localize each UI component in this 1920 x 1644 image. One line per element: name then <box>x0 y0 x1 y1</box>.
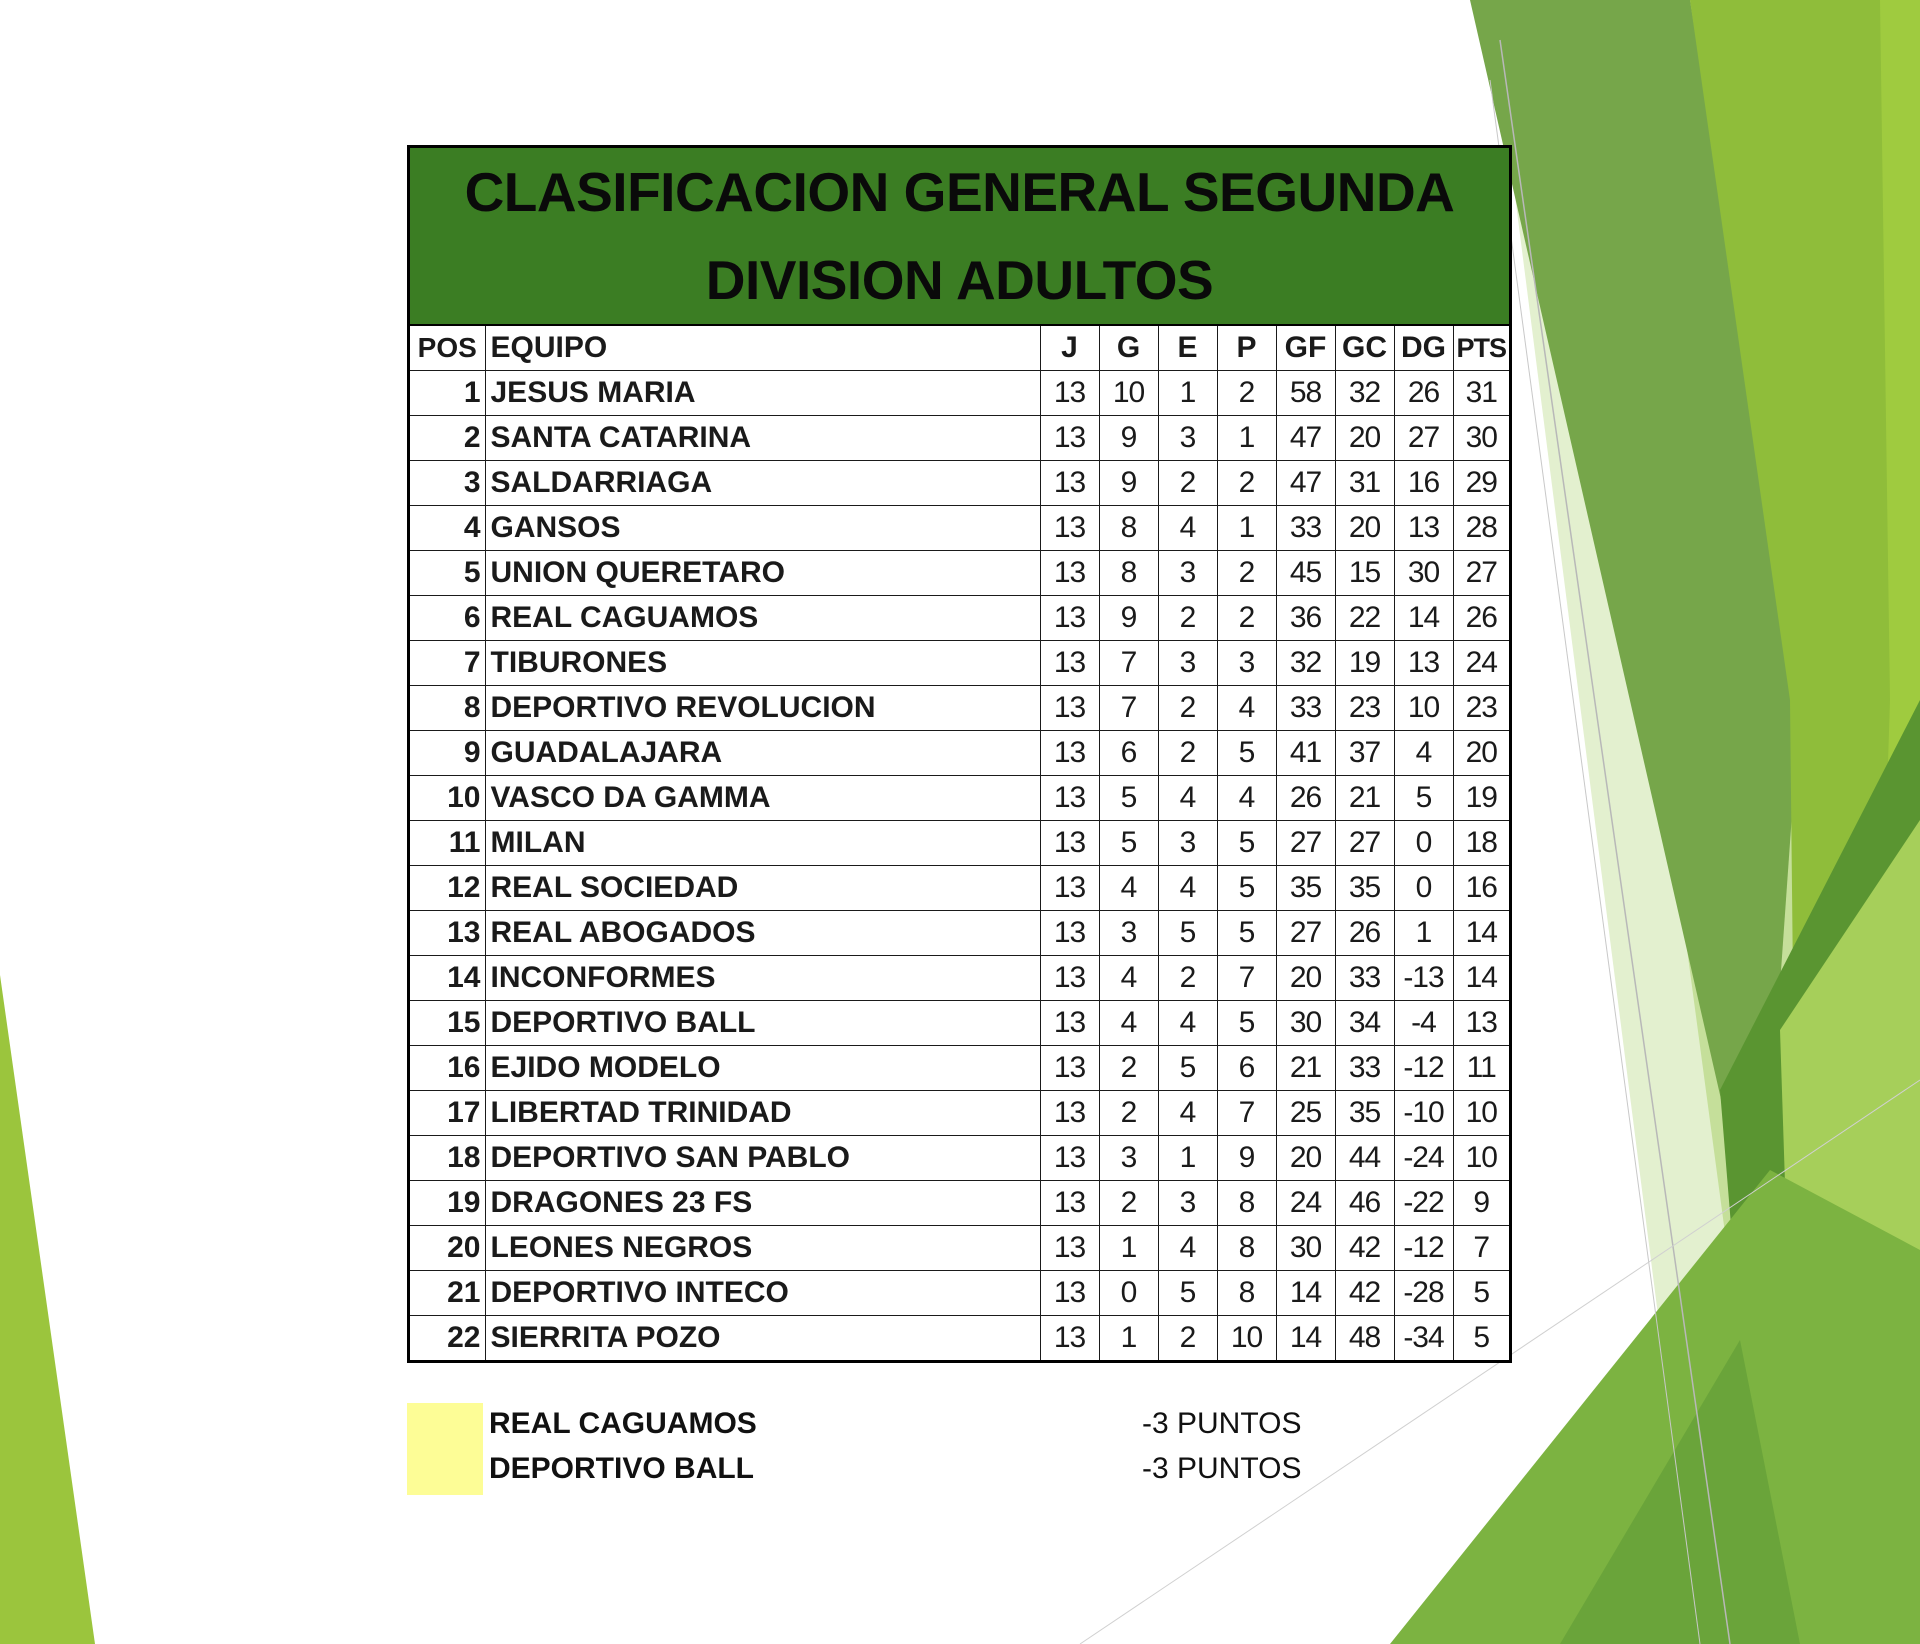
played-cell: 13 <box>1040 1271 1099 1316</box>
lost-cell: 5 <box>1217 731 1276 776</box>
won-cell: 2 <box>1099 1091 1158 1136</box>
lost-cell: 4 <box>1217 686 1276 731</box>
won-cell: 8 <box>1099 506 1158 551</box>
won-cell: 3 <box>1099 1136 1158 1181</box>
goals-against-cell: 20 <box>1335 506 1394 551</box>
drawn-cell: 2 <box>1158 956 1217 1001</box>
pos-cell: 10 <box>410 776 485 821</box>
column-header-team: EQUIPO <box>485 326 1040 371</box>
won-cell: 2 <box>1099 1181 1158 1226</box>
pos-cell: 17 <box>410 1091 485 1136</box>
pos-cell: 21 <box>410 1271 485 1316</box>
won-cell: 6 <box>1099 731 1158 776</box>
goals-against-cell: 44 <box>1335 1136 1394 1181</box>
goals-for-cell: 58 <box>1276 371 1335 416</box>
table-row <box>410 911 1509 956</box>
table-row <box>410 1181 1509 1226</box>
lost-cell: 9 <box>1217 1136 1276 1181</box>
won-cell: 4 <box>1099 1001 1158 1046</box>
table-row <box>410 551 1509 596</box>
goals-against-cell: 27 <box>1335 821 1394 866</box>
pos-cell: 13 <box>410 911 485 956</box>
played-cell: 13 <box>1040 821 1099 866</box>
table-row <box>410 866 1509 911</box>
goals-for-cell: 45 <box>1276 551 1335 596</box>
pos-cell: 4 <box>410 506 485 551</box>
goals-for-cell: 41 <box>1276 731 1335 776</box>
goals-for-cell: 36 <box>1276 596 1335 641</box>
goals-for-cell: 20 <box>1276 1136 1335 1181</box>
drawn-cell: 4 <box>1158 1001 1217 1046</box>
goal-difference-cell: -12 <box>1394 1226 1453 1271</box>
played-cell: 13 <box>1040 1136 1099 1181</box>
goals-against-cell: 42 <box>1335 1226 1394 1271</box>
points-cell: 16 <box>1453 866 1509 911</box>
goals-for-cell: 32 <box>1276 641 1335 686</box>
column-header-pos: POS <box>410 326 485 371</box>
points-cell: 11 <box>1453 1046 1509 1091</box>
won-cell: 4 <box>1099 956 1158 1001</box>
table-row <box>410 371 1509 416</box>
table-row <box>410 641 1509 686</box>
team-cell: GANSOS <box>485 506 1040 551</box>
lost-cell: 3 <box>1217 641 1276 686</box>
goals-against-cell: 35 <box>1335 1091 1394 1136</box>
lost-cell: 1 <box>1217 506 1276 551</box>
points-cell: 24 <box>1453 641 1509 686</box>
goals-against-cell: 46 <box>1335 1181 1394 1226</box>
goals-for-cell: 14 <box>1276 1316 1335 1361</box>
goal-difference-cell: 1 <box>1394 911 1453 956</box>
lost-cell: 5 <box>1217 866 1276 911</box>
drawn-cell: 2 <box>1158 731 1217 776</box>
goals-for-cell: 25 <box>1276 1091 1335 1136</box>
lost-cell: 7 <box>1217 956 1276 1001</box>
drawn-cell: 2 <box>1158 461 1217 506</box>
title-band <box>410 148 1509 326</box>
won-cell: 5 <box>1099 776 1158 821</box>
column-header-won: G <box>1099 326 1158 371</box>
pos-cell: 9 <box>410 731 485 776</box>
points-cell: 31 <box>1453 371 1509 416</box>
played-cell: 13 <box>1040 1226 1099 1271</box>
team-cell: EJIDO MODELO <box>485 1046 1040 1091</box>
won-cell: 7 <box>1099 641 1158 686</box>
won-cell: 0 <box>1099 1271 1158 1316</box>
table-row <box>410 821 1509 866</box>
team-cell: JESUS MARIA <box>485 371 1040 416</box>
goals-against-cell: 21 <box>1335 776 1394 821</box>
lost-cell: 4 <box>1217 776 1276 821</box>
played-cell: 13 <box>1040 461 1099 506</box>
points-cell: 26 <box>1453 596 1509 641</box>
lost-cell: 8 <box>1217 1271 1276 1316</box>
won-cell: 10 <box>1099 371 1158 416</box>
goal-difference-cell: 26 <box>1394 371 1453 416</box>
points-cell: 14 <box>1453 911 1509 956</box>
pos-cell: 22 <box>410 1316 485 1361</box>
lost-cell: 5 <box>1217 1001 1276 1046</box>
points-cell: 27 <box>1453 551 1509 596</box>
pos-cell: 2 <box>410 416 485 461</box>
goal-difference-cell: -28 <box>1394 1271 1453 1316</box>
team-cell: MILAN <box>485 821 1040 866</box>
goals-against-cell: 48 <box>1335 1316 1394 1361</box>
team-cell: DRAGONES 23 FS <box>485 1181 1040 1226</box>
drawn-cell: 5 <box>1158 911 1217 956</box>
pos-cell: 8 <box>410 686 485 731</box>
goals-against-cell: 20 <box>1335 416 1394 461</box>
played-cell: 13 <box>1040 686 1099 731</box>
pos-cell: 11 <box>410 821 485 866</box>
drawn-cell: 4 <box>1158 1091 1217 1136</box>
table-row <box>410 776 1509 821</box>
lost-cell: 10 <box>1217 1316 1276 1361</box>
column-header-lost: P <box>1217 326 1276 371</box>
table-row <box>410 1001 1509 1046</box>
team-cell: DEPORTIVO SAN PABLO <box>485 1136 1040 1181</box>
goals-against-cell: 33 <box>1335 956 1394 1001</box>
won-cell: 3 <box>1099 911 1158 956</box>
goal-difference-cell: 30 <box>1394 551 1453 596</box>
table-row <box>410 1316 1509 1361</box>
goals-for-cell: 26 <box>1276 776 1335 821</box>
table-row <box>410 1136 1509 1181</box>
goals-for-cell: 35 <box>1276 866 1335 911</box>
won-cell: 5 <box>1099 821 1158 866</box>
team-cell: REAL CAGUAMOS <box>485 596 1040 641</box>
table-row <box>410 1271 1509 1316</box>
lost-cell: 2 <box>1217 461 1276 506</box>
pos-cell: 19 <box>410 1181 485 1226</box>
pos-cell: 6 <box>410 596 485 641</box>
goals-for-cell: 33 <box>1276 506 1335 551</box>
goal-difference-cell: 16 <box>1394 461 1453 506</box>
lost-cell: 5 <box>1217 911 1276 956</box>
drawn-cell: 1 <box>1158 371 1217 416</box>
goals-against-cell: 33 <box>1335 1046 1394 1091</box>
goal-difference-cell: 5 <box>1394 776 1453 821</box>
pos-cell: 18 <box>410 1136 485 1181</box>
points-cell: 28 <box>1453 506 1509 551</box>
won-cell: 9 <box>1099 416 1158 461</box>
goals-against-cell: 23 <box>1335 686 1394 731</box>
won-cell: 7 <box>1099 686 1158 731</box>
drawn-cell: 1 <box>1158 1136 1217 1181</box>
team-cell: DEPORTIVO REVOLUCION <box>485 686 1040 731</box>
played-cell: 13 <box>1040 596 1099 641</box>
goal-difference-cell: 27 <box>1394 416 1453 461</box>
table-row <box>410 416 1509 461</box>
table-row <box>410 731 1509 776</box>
points-cell: 29 <box>1453 461 1509 506</box>
goals-against-cell: 31 <box>1335 461 1394 506</box>
table-row <box>410 596 1509 641</box>
team-cell: VASCO DA GAMMA <box>485 776 1040 821</box>
pos-cell: 12 <box>410 866 485 911</box>
played-cell: 13 <box>1040 731 1099 776</box>
played-cell: 13 <box>1040 1001 1099 1046</box>
lost-cell: 2 <box>1217 551 1276 596</box>
penalty-note-points: -3 PUNTOS <box>1142 1452 1302 1485</box>
goal-difference-cell: -12 <box>1394 1046 1453 1091</box>
lost-cell: 2 <box>1217 371 1276 416</box>
penalty-note-team: DEPORTIVO BALL <box>489 1452 755 1485</box>
drawn-cell: 2 <box>1158 596 1217 641</box>
drawn-cell: 4 <box>1158 1226 1217 1271</box>
drawn-cell: 5 <box>1158 1271 1217 1316</box>
lost-cell: 6 <box>1217 1046 1276 1091</box>
goals-for-cell: 27 <box>1276 911 1335 956</box>
goal-difference-cell: 13 <box>1394 641 1453 686</box>
won-cell: 9 <box>1099 596 1158 641</box>
goal-difference-cell: 0 <box>1394 866 1453 911</box>
played-cell: 13 <box>1040 416 1099 461</box>
won-cell: 4 <box>1099 866 1158 911</box>
won-cell: 1 <box>1099 1226 1158 1271</box>
pos-cell: 3 <box>410 461 485 506</box>
played-cell: 13 <box>1040 1046 1099 1091</box>
pos-cell: 14 <box>410 956 485 1001</box>
column-header-goals-against: GC <box>1335 326 1394 371</box>
goal-difference-cell: 13 <box>1394 506 1453 551</box>
played-cell: 13 <box>1040 956 1099 1001</box>
goal-difference-cell: -4 <box>1394 1001 1453 1046</box>
lost-cell: 1 <box>1217 416 1276 461</box>
column-header-goals-for: GF <box>1276 326 1335 371</box>
points-cell: 7 <box>1453 1226 1509 1271</box>
lost-cell: 8 <box>1217 1181 1276 1226</box>
drawn-cell: 3 <box>1158 416 1217 461</box>
points-cell: 18 <box>1453 821 1509 866</box>
won-cell: 8 <box>1099 551 1158 596</box>
points-cell: 19 <box>1453 776 1509 821</box>
played-cell: 13 <box>1040 506 1099 551</box>
table-title-line-2: DIVISION ADULTOS <box>705 249 1214 311</box>
drawn-cell: 3 <box>1158 551 1217 596</box>
team-cell: SALDARRIAGA <box>485 461 1040 506</box>
drawn-cell: 3 <box>1158 821 1217 866</box>
team-cell: LEONES NEGROS <box>485 1226 1040 1271</box>
points-cell: 5 <box>1453 1271 1509 1316</box>
goals-against-cell: 15 <box>1335 551 1394 596</box>
goals-for-cell: 24 <box>1276 1181 1335 1226</box>
pos-cell: 16 <box>410 1046 485 1091</box>
pos-cell: 7 <box>410 641 485 686</box>
standings-body <box>410 371 1509 1361</box>
goals-for-cell: 47 <box>1276 461 1335 506</box>
won-cell: 1 <box>1099 1316 1158 1361</box>
drawn-cell: 4 <box>1158 866 1217 911</box>
played-cell: 13 <box>1040 1316 1099 1361</box>
pos-cell: 20 <box>410 1226 485 1271</box>
goals-for-cell: 33 <box>1276 686 1335 731</box>
table-title-line-1: CLASIFICACION GENERAL SEGUNDA <box>464 161 1455 223</box>
goal-difference-cell: -22 <box>1394 1181 1453 1226</box>
goal-difference-cell: 0 <box>1394 821 1453 866</box>
points-cell: 10 <box>1453 1136 1509 1181</box>
table-row <box>410 956 1509 1001</box>
played-cell: 13 <box>1040 1091 1099 1136</box>
pos-cell: 1 <box>410 371 485 416</box>
points-cell: 23 <box>1453 686 1509 731</box>
goals-against-cell: 32 <box>1335 371 1394 416</box>
won-cell: 2 <box>1099 1046 1158 1091</box>
goals-against-cell: 37 <box>1335 731 1394 776</box>
played-cell: 13 <box>1040 911 1099 956</box>
goal-difference-cell: -34 <box>1394 1316 1453 1361</box>
team-cell: REAL SOCIEDAD <box>485 866 1040 911</box>
lost-cell: 2 <box>1217 596 1276 641</box>
penalty-note-points: -3 PUNTOS <box>1142 1407 1302 1440</box>
drawn-cell: 3 <box>1158 1181 1217 1226</box>
goals-for-cell: 47 <box>1276 416 1335 461</box>
points-cell: 9 <box>1453 1181 1509 1226</box>
goals-for-cell: 20 <box>1276 956 1335 1001</box>
played-cell: 13 <box>1040 371 1099 416</box>
standings-table <box>410 326 1509 1360</box>
team-cell: DEPORTIVO INTECO <box>485 1271 1040 1316</box>
drawn-cell: 4 <box>1158 506 1217 551</box>
penalty-note-team: REAL CAGUAMOS <box>489 1407 757 1440</box>
pos-cell: 5 <box>410 551 485 596</box>
drawn-cell: 3 <box>1158 641 1217 686</box>
goals-for-cell: 30 <box>1276 1001 1335 1046</box>
table-row <box>410 686 1509 731</box>
team-cell: UNION QUERETARO <box>485 551 1040 596</box>
team-cell: REAL ABOGADOS <box>485 911 1040 956</box>
team-cell: INCONFORMES <box>485 956 1040 1001</box>
drawn-cell: 4 <box>1158 776 1217 821</box>
lost-cell: 8 <box>1217 1226 1276 1271</box>
lost-cell: 7 <box>1217 1091 1276 1136</box>
goals-against-cell: 22 <box>1335 596 1394 641</box>
pos-cell: 15 <box>410 1001 485 1046</box>
table-row <box>410 1226 1509 1271</box>
goal-difference-cell: 10 <box>1394 686 1453 731</box>
goals-against-cell: 42 <box>1335 1271 1394 1316</box>
goals-for-cell: 30 <box>1276 1226 1335 1271</box>
points-cell: 30 <box>1453 416 1509 461</box>
goal-difference-cell: 4 <box>1394 731 1453 776</box>
goals-against-cell: 26 <box>1335 911 1394 956</box>
goal-difference-cell: 14 <box>1394 596 1453 641</box>
played-cell: 13 <box>1040 776 1099 821</box>
team-cell: GUADALAJARA <box>485 731 1040 776</box>
standings-table-panel <box>407 145 1512 1363</box>
played-cell: 13 <box>1040 551 1099 596</box>
goals-for-cell: 27 <box>1276 821 1335 866</box>
table-row <box>410 1046 1509 1091</box>
goals-for-cell: 14 <box>1276 1271 1335 1316</box>
goals-for-cell: 21 <box>1276 1046 1335 1091</box>
won-cell: 9 <box>1099 461 1158 506</box>
table-row <box>410 506 1509 551</box>
column-header-played: J <box>1040 326 1099 371</box>
points-cell: 20 <box>1453 731 1509 776</box>
column-header-points: PTS <box>1453 326 1509 371</box>
penalty-highlight-swatch <box>407 1403 483 1495</box>
team-cell: SANTA CATARINA <box>485 416 1040 461</box>
team-cell: LIBERTAD TRINIDAD <box>485 1091 1040 1136</box>
played-cell: 13 <box>1040 1181 1099 1226</box>
table-row <box>410 1091 1509 1136</box>
header-row <box>410 326 1509 371</box>
column-header-goal-difference: DG <box>1394 326 1453 371</box>
goals-against-cell: 19 <box>1335 641 1394 686</box>
team-cell: DEPORTIVO BALL <box>485 1001 1040 1046</box>
points-cell: 14 <box>1453 956 1509 1001</box>
points-cell: 13 <box>1453 1001 1509 1046</box>
goals-against-cell: 34 <box>1335 1001 1394 1046</box>
drawn-cell: 5 <box>1158 1046 1217 1091</box>
goal-difference-cell: -10 <box>1394 1091 1453 1136</box>
played-cell: 13 <box>1040 866 1099 911</box>
points-cell: 10 <box>1453 1091 1509 1136</box>
table-row <box>410 461 1509 506</box>
drawn-cell: 2 <box>1158 1316 1217 1361</box>
played-cell: 13 <box>1040 641 1099 686</box>
team-cell: SIERRITA POZO <box>485 1316 1040 1361</box>
drawn-cell: 2 <box>1158 686 1217 731</box>
penalty-notes <box>407 1403 1307 1495</box>
lost-cell: 5 <box>1217 821 1276 866</box>
goals-against-cell: 35 <box>1335 866 1394 911</box>
goal-difference-cell: -13 <box>1394 956 1453 1001</box>
team-cell: TIBURONES <box>485 641 1040 686</box>
points-cell: 5 <box>1453 1316 1509 1361</box>
column-header-drawn: E <box>1158 326 1217 371</box>
goal-difference-cell: -24 <box>1394 1136 1453 1181</box>
